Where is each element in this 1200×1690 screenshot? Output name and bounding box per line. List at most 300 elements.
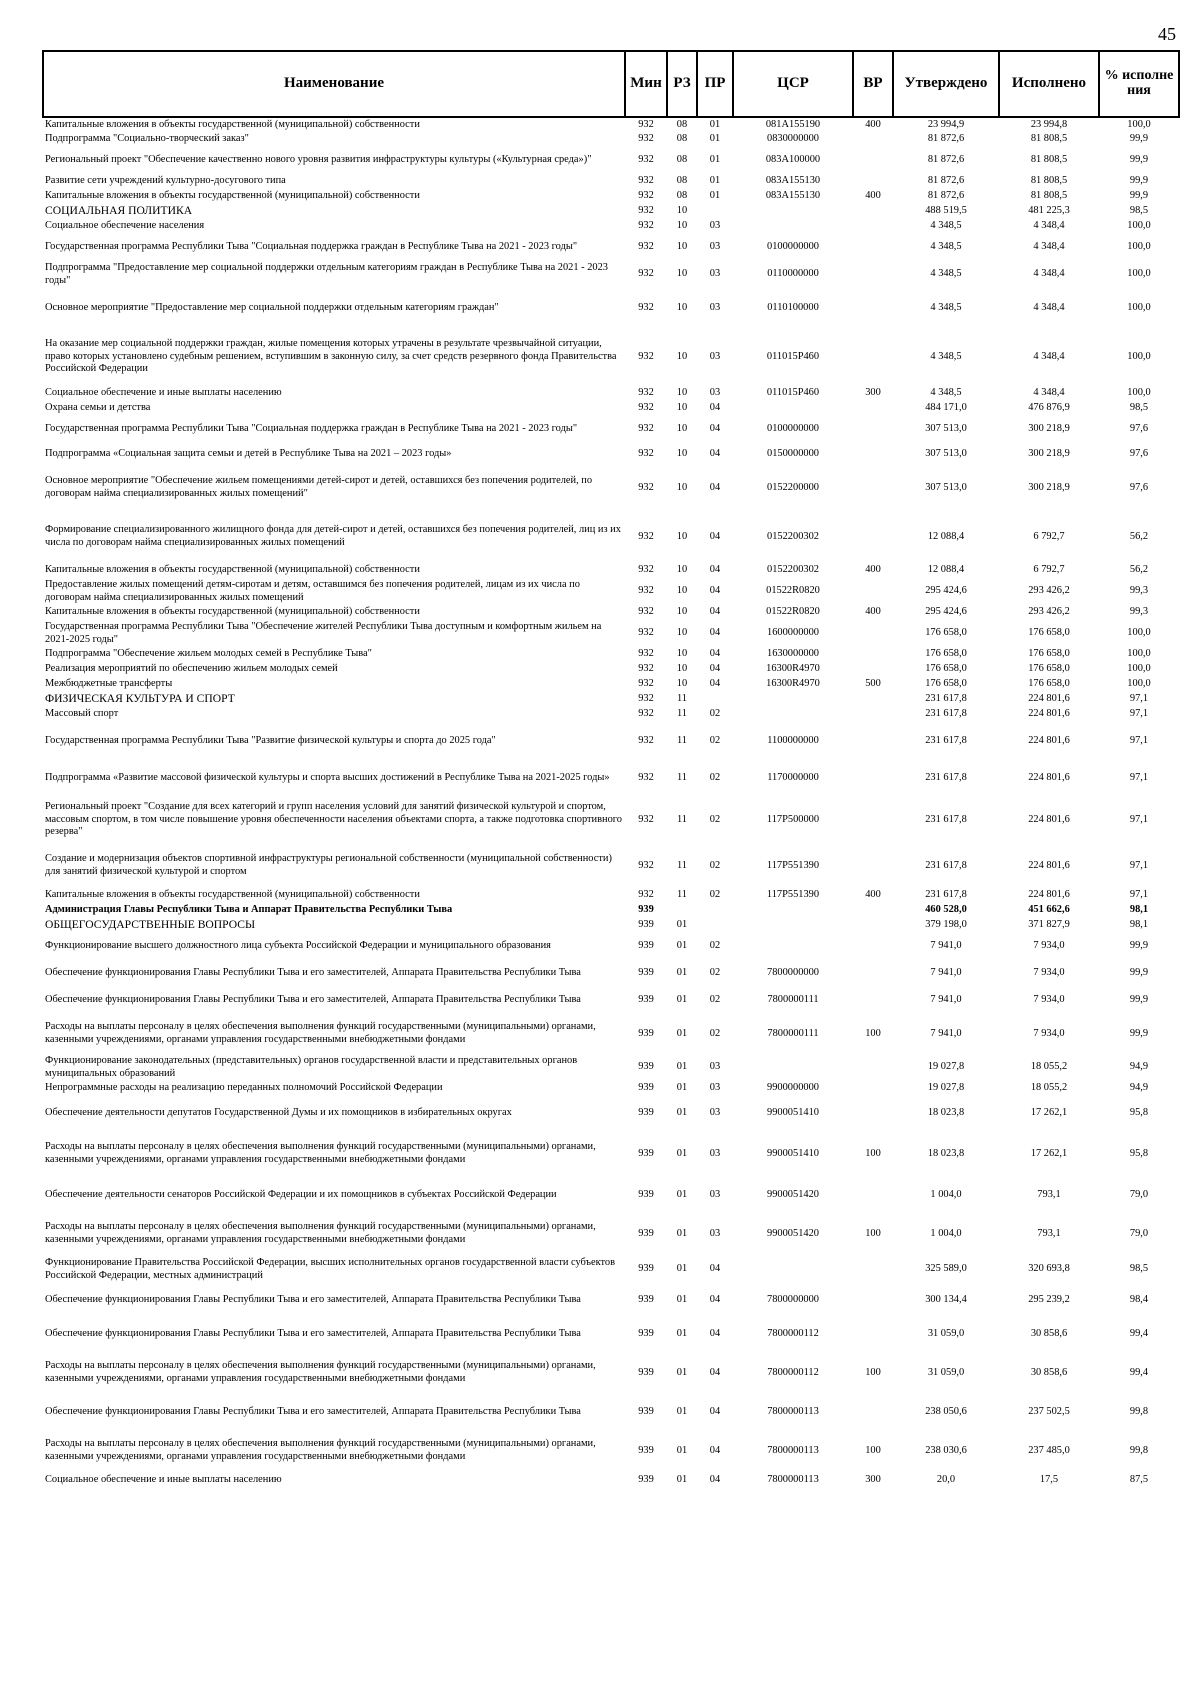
cell-min: 932 bbox=[638, 889, 654, 901]
cell-pr: 01 bbox=[709, 154, 721, 166]
cell-min: 932 bbox=[638, 708, 654, 720]
cell-csr: 1100000000 bbox=[767, 734, 819, 746]
cell-csr: 0152200302 bbox=[767, 564, 819, 576]
cell-rz: 10 bbox=[676, 402, 688, 414]
table-row bbox=[43, 987, 1179, 1014]
cell-rz: 10 bbox=[676, 220, 688, 232]
cell-pr: 03 bbox=[709, 387, 721, 399]
cell-pr: 03 bbox=[709, 1147, 721, 1159]
cell-executed: 30 858,6 bbox=[1030, 1366, 1068, 1378]
cell-percent: 99,3 bbox=[1129, 585, 1149, 597]
table-row bbox=[43, 796, 1179, 844]
cell-pr: 01 bbox=[709, 190, 721, 202]
cell-executed: 176 658,0 bbox=[1028, 627, 1070, 639]
cell-name: Развитие сети учреждений культурно-досугового типа bbox=[45, 175, 286, 187]
cell-executed: 451 662,6 bbox=[1028, 904, 1070, 916]
cell-vr bbox=[853, 987, 893, 1014]
cell-percent: 99,9 bbox=[1129, 190, 1149, 202]
cell-name: Функционирование высшего должностного лица субъекта Российской Федерации и муниципального образования bbox=[45, 940, 551, 952]
cell-vr: 100 bbox=[865, 1227, 881, 1239]
cell-name: Региональный проект "Обеспечение качественно нового уровня развития инфраструктуры культуры («Культурная среда»)" bbox=[45, 154, 592, 166]
cell-vr: 500 bbox=[865, 678, 881, 690]
cell-name: Обеспечение функционирования Главы Республики Тыва и его заместителей, Аппарата Правительства Республики Тыва bbox=[45, 967, 581, 979]
cell-name: Подпрограмма «Развитие массовой физической культуры и спорта высших достижений в Республике Тыва на 2021-2025 годы» bbox=[45, 771, 610, 783]
header-executed: Исполнено bbox=[999, 51, 1099, 117]
cell-executed: 320 693,8 bbox=[1028, 1263, 1070, 1275]
cell-min: 939 bbox=[638, 919, 654, 931]
cell-vr: 300 bbox=[865, 387, 881, 399]
cell-csr: 9900051410 bbox=[767, 1106, 819, 1118]
cell-min: 932 bbox=[638, 387, 654, 399]
cell-approved: 81 872,6 bbox=[927, 190, 965, 202]
table-row bbox=[43, 1473, 1179, 1488]
cell-percent: 97,6 bbox=[1129, 447, 1149, 459]
cell-rz: 01 bbox=[676, 1227, 688, 1239]
cell-approved: 18 023,8 bbox=[927, 1106, 965, 1118]
cell-vr bbox=[853, 903, 893, 918]
cell-csr bbox=[733, 933, 853, 960]
cell-approved: 81 872,6 bbox=[927, 175, 965, 187]
cell-percent: 98,1 bbox=[1129, 904, 1149, 916]
cell-executed: 224 801,6 bbox=[1028, 693, 1070, 705]
cell-rz: 10 bbox=[676, 564, 688, 576]
cell-pr: 02 bbox=[709, 940, 721, 952]
cell-executed: 23 994,8 bbox=[999, 117, 1099, 132]
cell-executed: 293 426,2 bbox=[1028, 606, 1070, 618]
header-percent: % исполне ния bbox=[1099, 51, 1179, 117]
table-row bbox=[43, 386, 1179, 401]
cell-csr: 1630000000 bbox=[767, 648, 819, 660]
cell-name: Социальное обеспечение населения bbox=[45, 220, 205, 232]
table-row bbox=[43, 261, 1179, 288]
cell-approved: 19 027,8 bbox=[927, 1061, 965, 1073]
cell-min: 939 bbox=[638, 1293, 654, 1305]
cell-csr: 117P500000 bbox=[766, 813, 820, 825]
table-row bbox=[43, 1351, 1179, 1395]
cell-executed: 7 934,0 bbox=[1033, 967, 1065, 979]
cell-pr: 03 bbox=[709, 220, 721, 232]
cell-executed: 295 239,2 bbox=[1028, 1293, 1070, 1305]
cell-pr: 04 bbox=[709, 585, 721, 597]
cell-name: Функционирование законодательных (представительных) органов государственной власти и представительных органов муниципальных образований bbox=[45, 1054, 578, 1079]
table-row bbox=[43, 511, 1179, 563]
cell-pr: 04 bbox=[709, 1293, 721, 1305]
cell-percent: 97,1 bbox=[1129, 889, 1149, 901]
cell-approved: 176 658,0 bbox=[925, 663, 967, 675]
cell-approved: 20,0 bbox=[936, 1474, 956, 1486]
cell-executed: 300 218,9 bbox=[1028, 447, 1070, 459]
cell-approved: 231 617,8 bbox=[925, 813, 967, 825]
cell-vr bbox=[853, 147, 893, 174]
cell-pr bbox=[697, 692, 733, 707]
cell-executed: 793,1 bbox=[1037, 1188, 1061, 1200]
cell-csr: 0152200000 bbox=[767, 481, 819, 493]
cell-vr bbox=[853, 1317, 893, 1351]
cell-approved: 231 617,8 bbox=[925, 859, 967, 871]
cell-vr bbox=[853, 1178, 893, 1212]
cell-approved: 4 348,5 bbox=[930, 220, 962, 232]
cell-pr: 04 bbox=[709, 1263, 721, 1275]
cell-executed: 300 218,9 bbox=[1028, 423, 1070, 435]
cell-min: 932 bbox=[638, 241, 654, 253]
cell-csr: 011015P460 bbox=[766, 387, 820, 399]
cell-percent: 97,6 bbox=[1129, 481, 1149, 493]
cell-approved: 300 134,4 bbox=[925, 1293, 967, 1305]
cell-min: 932 bbox=[638, 190, 654, 202]
cell-percent: 56,2 bbox=[1129, 530, 1149, 542]
cell-percent: 97,1 bbox=[1129, 734, 1149, 746]
cell-executed: 4 348,4 bbox=[1033, 220, 1065, 232]
table-row bbox=[43, 578, 1179, 605]
cell-approved: 295 424,6 bbox=[925, 606, 967, 618]
cell-min: 939 bbox=[638, 1327, 654, 1339]
cell-vr bbox=[853, 918, 893, 933]
cell-executed: 18 055,2 bbox=[1030, 1082, 1068, 1094]
cell-percent: 100,0 bbox=[1127, 301, 1151, 313]
cell-pr: 02 bbox=[709, 734, 721, 746]
cell-vr bbox=[853, 707, 893, 722]
cell-pr: 04 bbox=[709, 627, 721, 639]
cell-vr: 100 bbox=[865, 1444, 881, 1456]
cell-vr: 400 bbox=[865, 889, 881, 901]
cell-executed: 81 808,5 bbox=[1030, 190, 1068, 202]
cell-percent: 99,9 bbox=[1129, 133, 1149, 145]
table-row bbox=[43, 844, 1179, 888]
cell-rz: 01 bbox=[676, 967, 688, 979]
cell-name: Капитальные вложения в объекты государственной (муниципальной) собственности bbox=[45, 606, 420, 618]
cell-vr bbox=[853, 1395, 893, 1429]
cell-pr: 03 bbox=[709, 1188, 721, 1200]
cell-percent: 98,5 bbox=[1129, 1263, 1149, 1275]
cell-approved: 231 617,8 bbox=[925, 734, 967, 746]
cell-percent: 94,9 bbox=[1129, 1061, 1149, 1073]
cell-vr bbox=[853, 960, 893, 987]
cell-vr: 100 bbox=[865, 1027, 881, 1039]
cell-executed: 481 225,3 bbox=[1028, 205, 1070, 217]
cell-rz: 08 bbox=[676, 133, 688, 145]
cell-vr bbox=[853, 328, 893, 386]
cell-approved: 379 198,0 bbox=[925, 919, 967, 931]
cell-rz: 01 bbox=[676, 1444, 688, 1456]
table-row bbox=[43, 760, 1179, 796]
cell-percent: 87,5 bbox=[1129, 1474, 1149, 1486]
table-row bbox=[43, 1395, 1179, 1429]
cell-executed: 30 858,6 bbox=[1030, 1327, 1068, 1339]
cell-pr: 04 bbox=[709, 1474, 721, 1486]
cell-rz: 01 bbox=[676, 919, 688, 931]
table-row bbox=[43, 117, 1179, 132]
cell-csr: 7800000111 bbox=[767, 994, 819, 1006]
cell-approved: 325 589,0 bbox=[925, 1263, 967, 1275]
table-row bbox=[43, 722, 1179, 760]
table-row bbox=[43, 288, 1179, 328]
cell-executed: 17 262,1 bbox=[1030, 1147, 1068, 1159]
cell-executed: 7 934,0 bbox=[1033, 940, 1065, 952]
cell-approved: 7 941,0 bbox=[930, 967, 962, 979]
cell-name: Социальное обеспечение и иные выплаты населению bbox=[45, 387, 282, 399]
cell-approved: 12 088,4 bbox=[927, 564, 965, 576]
cell-percent: 100,0 bbox=[1127, 627, 1151, 639]
cell-min: 932 bbox=[638, 350, 654, 362]
table-row bbox=[43, 1014, 1179, 1054]
cell-pr: 03 bbox=[709, 1227, 721, 1239]
cell-vr bbox=[853, 760, 893, 796]
cell-rz: 08 bbox=[667, 117, 697, 132]
cell-name: Расходы на выплаты персоналу в целях обеспечения выполнения функций государственными (муниципальными) органами, казенными учреждениями, органами управления государственными внебюджетными фондами bbox=[45, 1021, 596, 1045]
table-row bbox=[43, 918, 1179, 933]
cell-min: 932 bbox=[638, 564, 654, 576]
cell-percent: 99,8 bbox=[1129, 1405, 1149, 1417]
cell-name: Подпрограмма "Социально-творческий заказ" bbox=[45, 133, 249, 145]
cell-rz: 01 bbox=[676, 1082, 688, 1094]
table-row bbox=[43, 605, 1179, 620]
cell-csr: 01522R0820 bbox=[766, 606, 820, 618]
cell-vr: 300 bbox=[865, 1474, 881, 1486]
cell-rz: 10 bbox=[676, 585, 688, 597]
cell-pr: 04 bbox=[709, 564, 721, 576]
table-row bbox=[43, 1212, 1179, 1256]
cell-executed: 18 055,2 bbox=[1030, 1061, 1068, 1073]
cell-name: Обеспечение деятельности депутатов Государственной Думы и их помощников в избирательных округах bbox=[45, 1106, 512, 1118]
cell-rz: 01 bbox=[676, 994, 688, 1006]
cell-executed: 224 801,6 bbox=[1028, 734, 1070, 746]
table-row bbox=[43, 147, 1179, 174]
cell-csr: 011015P460 bbox=[766, 350, 820, 362]
cell-csr: 117P551390 bbox=[766, 889, 820, 901]
table-row bbox=[43, 1081, 1179, 1096]
cell-percent: 100,0 bbox=[1127, 648, 1151, 660]
cell-executed: 224 801,6 bbox=[1028, 859, 1070, 871]
cell-name: Расходы на выплаты персоналу в целях обеспечения выполнения функций государственными (муниципальными) органами, казенными учреждениями, органами управления государственными внебюджетными фондами bbox=[45, 1438, 596, 1462]
cell-vr bbox=[853, 204, 893, 219]
cell-executed: 6 792,7 bbox=[1033, 530, 1065, 542]
cell-executed: 4 348,4 bbox=[1033, 268, 1065, 280]
cell-min: 939 bbox=[638, 1366, 654, 1378]
cell-executed: 7 934,0 bbox=[1033, 994, 1065, 1006]
cell-csr: 7800000113 bbox=[767, 1444, 819, 1456]
cell-min: 932 bbox=[638, 154, 654, 166]
cell-csr: 083A155130 bbox=[765, 190, 821, 202]
cell-vr bbox=[853, 288, 893, 328]
cell-name: Подпрограмма «Социальная защита семьи и детей в Республике Тыва на 2021 – 2023 годы» bbox=[45, 447, 452, 459]
cell-pr bbox=[697, 918, 733, 933]
cell-min: 932 bbox=[638, 627, 654, 639]
cell-rz: 10 bbox=[676, 530, 688, 542]
cell-executed: 371 827,9 bbox=[1028, 919, 1070, 931]
header-min: Мин bbox=[625, 51, 667, 117]
table-row bbox=[43, 933, 1179, 960]
cell-min: 939 bbox=[638, 1106, 654, 1118]
cell-approved: 1 004,0 bbox=[930, 1227, 962, 1239]
cell-rz: 01 bbox=[676, 1027, 688, 1039]
cell-pr bbox=[697, 903, 733, 918]
cell-rz: 11 bbox=[676, 813, 687, 825]
cell-approved: 176 658,0 bbox=[925, 648, 967, 660]
cell-rz: 11 bbox=[676, 771, 687, 783]
cell-min: 932 bbox=[638, 268, 654, 280]
cell-csr bbox=[733, 401, 853, 416]
cell-csr: 1600000000 bbox=[767, 627, 819, 639]
cell-vr bbox=[853, 578, 893, 605]
cell-csr: 7800000113 bbox=[767, 1405, 819, 1417]
cell-min: 932 bbox=[638, 447, 654, 459]
cell-executed: 176 658,0 bbox=[1028, 678, 1070, 690]
cell-percent: 100,0 bbox=[1127, 268, 1151, 280]
cell-csr bbox=[733, 707, 853, 722]
cell-pr bbox=[697, 204, 733, 219]
table-row bbox=[43, 443, 1179, 465]
cell-csr: 7800000112 bbox=[767, 1366, 819, 1378]
cell-min: 932 bbox=[638, 205, 654, 217]
cell-name: Основное мероприятие "Обеспечение жильем помещениями детей-сирот и детей, оставшихся без попечения родителей, по договорам найма специализированных жилых помещений" bbox=[45, 475, 593, 499]
cell-name: Подпрограмма "Обеспечение жильем молодых семей в Республике Тыва" bbox=[45, 648, 372, 660]
cell-csr: 7800000000 bbox=[767, 967, 819, 979]
cell-rz: 10 bbox=[676, 268, 688, 280]
cell-vr bbox=[853, 1096, 893, 1130]
cell-csr: 7800000000 bbox=[767, 1293, 819, 1305]
cell-executed: 4 348,4 bbox=[1033, 350, 1065, 362]
cell-approved: 484 171,0 bbox=[925, 402, 967, 414]
cell-name: Охрана семьи и детства bbox=[45, 402, 151, 414]
cell-name: Подпрограмма "Предоставление мер социальной поддержки отдельным категориям граждан в Республике Тыва на 2021 - 2023 годы" bbox=[45, 261, 609, 286]
table-row bbox=[43, 416, 1179, 443]
cell-executed: 17,5 bbox=[1039, 1474, 1059, 1486]
table-row bbox=[43, 174, 1179, 189]
cell-vr: 400 bbox=[853, 117, 893, 132]
cell-min: 932 bbox=[638, 530, 654, 542]
table-row bbox=[43, 234, 1179, 261]
cell-rz: 10 bbox=[676, 423, 688, 435]
cell-percent: 98,1 bbox=[1129, 919, 1149, 931]
cell-executed: 300 218,9 bbox=[1028, 481, 1070, 493]
cell-approved: 23 994,9 bbox=[893, 117, 999, 132]
cell-executed: 237 502,5 bbox=[1028, 1405, 1070, 1417]
cell-name: Государственная программа Республики Тыва "Социальная поддержка граждан в Республике Тыва на 2021 - 2023 годы" bbox=[45, 423, 578, 435]
cell-rz: 01 bbox=[676, 1474, 688, 1486]
cell-rz: 10 bbox=[676, 447, 688, 459]
table-row bbox=[43, 647, 1179, 662]
cell-vr bbox=[853, 261, 893, 288]
cell-pr: 04 bbox=[709, 530, 721, 542]
cell-percent: 99,9 bbox=[1129, 994, 1149, 1006]
cell-min: 939 bbox=[638, 1263, 654, 1275]
cell-rz: 11 bbox=[676, 693, 687, 705]
cell-approved: 81 872,6 bbox=[927, 154, 965, 166]
cell-name: Расходы на выплаты персоналу в целях обеспечения выполнения функций государственными (муниципальными) органами, казенными учреждениями, органами управления государственными внебюджетными фондами bbox=[45, 1360, 596, 1384]
cell-approved: 307 513,0 bbox=[925, 423, 967, 435]
cell-pr: 04 bbox=[709, 1366, 721, 1378]
cell-approved: 231 617,8 bbox=[925, 693, 967, 705]
cell-pr: 01 bbox=[709, 133, 721, 145]
table-row bbox=[43, 401, 1179, 416]
cell-pr: 04 bbox=[709, 423, 721, 435]
cell-rz: 10 bbox=[676, 350, 688, 362]
cell-pr: 01 bbox=[697, 117, 733, 132]
cell-rz: 01 bbox=[676, 1188, 688, 1200]
cell-min: 939 bbox=[638, 994, 654, 1006]
cell-min: 939 bbox=[638, 1027, 654, 1039]
cell-percent: 99,9 bbox=[1129, 154, 1149, 166]
cell-executed: 237 485,0 bbox=[1028, 1444, 1070, 1456]
cell-approved: 231 617,8 bbox=[925, 708, 967, 720]
cell-percent: 100,0 bbox=[1099, 117, 1179, 132]
table-row bbox=[43, 189, 1179, 204]
cell-pr: 02 bbox=[709, 994, 721, 1006]
cell-name: Непрограммные расходы на реализацию переданных полномочий Российской Федерации bbox=[45, 1082, 443, 1094]
cell-name: СОЦИАЛЬНАЯ ПОЛИТИКА bbox=[45, 204, 193, 218]
table-row bbox=[43, 132, 1179, 147]
header-pr: ПР bbox=[697, 51, 733, 117]
cell-pr: 03 bbox=[709, 1082, 721, 1094]
cell-vr bbox=[853, 647, 893, 662]
cell-min: 932 bbox=[638, 585, 654, 597]
cell-percent: 98,4 bbox=[1129, 1293, 1149, 1305]
cell-percent: 98,5 bbox=[1129, 402, 1149, 414]
cell-approved: 7 941,0 bbox=[930, 1027, 962, 1039]
cell-min: 932 bbox=[638, 734, 654, 746]
cell-rz: 01 bbox=[676, 1405, 688, 1417]
cell-csr bbox=[733, 219, 853, 234]
cell-csr: 9900051420 bbox=[767, 1227, 819, 1239]
cell-csr: 16300R4970 bbox=[766, 678, 820, 690]
cell-vr bbox=[853, 1054, 893, 1081]
budget-table-wrapper bbox=[42, 50, 1178, 1488]
cell-csr: 9900051410 bbox=[767, 1147, 819, 1159]
cell-name: Межбюджетные трансферты bbox=[45, 678, 173, 690]
cell-approved: 4 348,5 bbox=[930, 387, 962, 399]
cell-name: Капитальные вложения в объекты государственной (муниципальной) собственности bbox=[43, 117, 625, 132]
cell-name: Капитальные вложения в объекты государственной (муниципальной) собственности bbox=[45, 190, 420, 202]
cell-min: 939 bbox=[638, 1082, 654, 1094]
cell-approved: 176 658,0 bbox=[925, 627, 967, 639]
cell-percent: 100,0 bbox=[1127, 241, 1151, 253]
cell-csr: 083A155130 bbox=[765, 175, 821, 187]
cell-min: 939 bbox=[638, 1405, 654, 1417]
cell-approved: 231 617,8 bbox=[925, 771, 967, 783]
header-rz: РЗ bbox=[667, 51, 697, 117]
cell-approved: 307 513,0 bbox=[925, 481, 967, 493]
cell-vr bbox=[853, 234, 893, 261]
table-row bbox=[43, 1130, 1179, 1178]
cell-vr bbox=[853, 1283, 893, 1317]
cell-pr: 04 bbox=[709, 447, 721, 459]
cell-percent: 99,9 bbox=[1129, 1027, 1149, 1039]
cell-pr: 02 bbox=[709, 771, 721, 783]
table-row bbox=[43, 219, 1179, 234]
cell-pr: 03 bbox=[709, 1061, 721, 1073]
table-row bbox=[43, 1096, 1179, 1130]
cell-name: Социальное обеспечение и иные выплаты населению bbox=[45, 1474, 282, 1486]
cell-rz: 01 bbox=[676, 1147, 688, 1159]
cell-pr: 04 bbox=[709, 678, 721, 690]
cell-csr: 081A155190 bbox=[733, 117, 853, 132]
cell-csr: 0830000000 bbox=[767, 133, 819, 145]
cell-approved: 231 617,8 bbox=[925, 889, 967, 901]
cell-pr: 03 bbox=[709, 1106, 721, 1118]
cell-percent: 98,5 bbox=[1129, 205, 1149, 217]
cell-rz: 01 bbox=[676, 1327, 688, 1339]
cell-name: ОБЩЕГОСУДАРСТВЕННЫЕ ВОПРОСЫ bbox=[45, 918, 256, 932]
cell-csr: 7800000113 bbox=[767, 1474, 819, 1486]
cell-rz: 10 bbox=[676, 387, 688, 399]
cell-rz: 10 bbox=[676, 627, 688, 639]
cell-approved: 31 059,0 bbox=[927, 1366, 965, 1378]
table-row bbox=[43, 1429, 1179, 1473]
cell-min: 932 bbox=[638, 693, 654, 705]
cell-vr bbox=[853, 219, 893, 234]
cell-executed: 4 348,4 bbox=[1033, 301, 1065, 313]
cell-csr: 0100000000 bbox=[767, 241, 819, 253]
